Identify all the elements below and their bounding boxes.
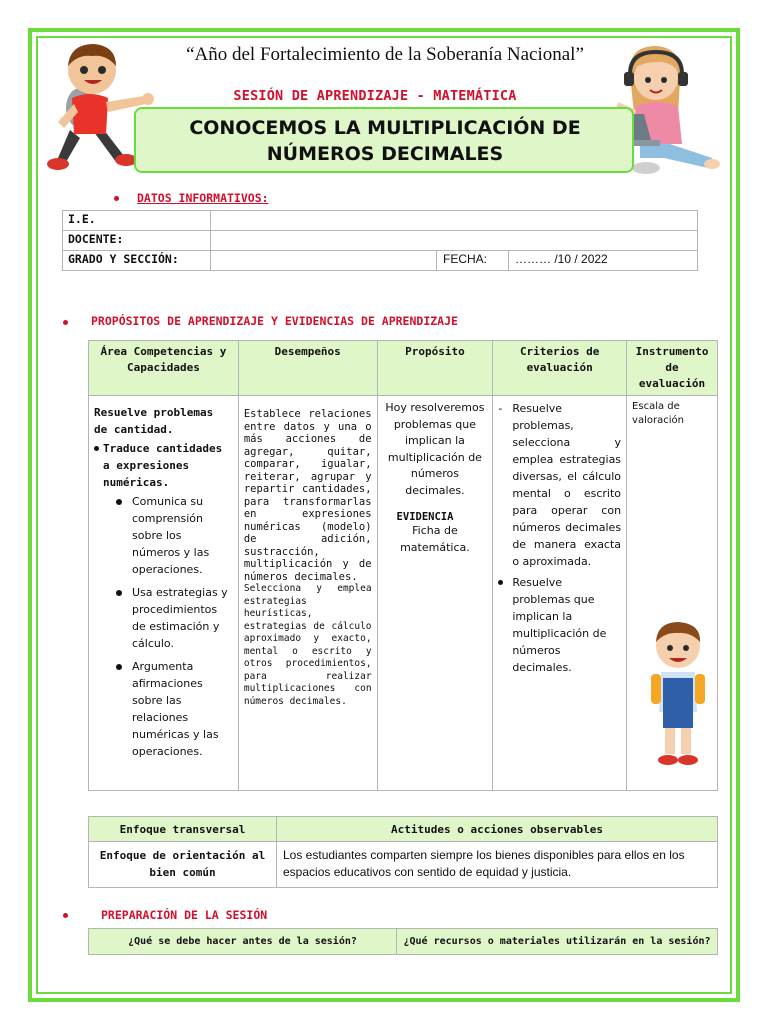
year-title: “Año del Fortalecimiento de la Soberanía Nacional” [186, 44, 584, 65]
proposito-cell [377, 396, 493, 791]
dash-icon: - [498, 402, 503, 415]
session-title-line2: NÚMEROS DECIMALES [266, 143, 504, 165]
evidencia-label: EVIDENCIA [396, 511, 454, 523]
grado-label: GRADO Y SECCIÓN: [63, 251, 211, 271]
bullet-icon [94, 446, 99, 451]
bullet-icon [63, 320, 68, 325]
capacidades-list [116, 493, 233, 760]
docente-label: DOCENTE: [63, 231, 211, 251]
competencia: Resuelve problemas de cantidad. [94, 406, 214, 436]
bullet-icon [116, 590, 122, 596]
desempeno-1: Establece relaciones entre datos y una o más acciones de agregar, quitar, comparar, igualar, reiterar, agrupar y repartir cantidades, para transformarlas en expresiones numéricas (modelo) de adición, sustracción, multiplicación y de números decimales. [243, 408, 372, 583]
bullet-icon [116, 664, 122, 670]
col-desempenos: Desempeños [238, 341, 377, 396]
preparacion-heading: PREPARACIÓN DE LA SESIÓN [101, 908, 268, 922]
bullet-icon [63, 913, 68, 918]
datos-table [62, 210, 698, 271]
col-antes: ¿Qué se debe hacer antes de la sesión? [89, 929, 397, 955]
area-cell [89, 396, 239, 791]
session-title [150, 115, 620, 167]
col-criterios: Criterios de evaluación [493, 341, 627, 396]
bullet-icon [114, 196, 119, 201]
criterios-cell [493, 396, 627, 791]
capacidad-item: Argumenta afirmaciones sobre las relaciones numéricas y las operaciones. [116, 658, 233, 760]
student-boy-illustration [647, 616, 709, 776]
col-recursos: ¿Qué recursos o materiales utilizarán en la sesión? [397, 929, 718, 955]
fecha-value: ……… /10 / 2022 [509, 251, 698, 271]
col-proposito: Propósito [377, 341, 493, 396]
criterio-item: Resuelve problemas que implican la multiplicación de números decimales. [498, 574, 621, 676]
instrumento-text: Escala de valoración [632, 401, 684, 426]
session-title-line1: CONOCEMOS LA MULTIPLICACIÓN DE [189, 117, 581, 139]
bullet-icon [498, 580, 503, 585]
propositos-heading: PROPÓSITOS DE APRENDIZAJE Y EVIDENCIAS DE APRENDIZAJE [91, 314, 458, 328]
propositos-table [88, 340, 718, 791]
datos-heading: DATOS INFORMATIVOS: [137, 191, 269, 205]
evidencia-value: Ficha de matemática. [400, 524, 470, 554]
desempenos-cell [238, 396, 377, 791]
instrumento-cell [627, 396, 718, 791]
bullet-icon [116, 499, 122, 505]
fecha-label: FECHA: [437, 251, 509, 271]
grado-value [211, 251, 437, 271]
enfoque-table [88, 816, 718, 888]
criterio-item: - Resuelve problemas, selecciona y emplea estrategias diversas, el cálculo mental o escrito para operar con números decimales de manera exacta o aproximada. [498, 402, 622, 568]
capacidad-main: Traduce cantidades a expresiones numéricas. [94, 440, 233, 491]
capacidad-item: Usa estrategias y procedimientos de estimación y cálculo. [116, 584, 233, 652]
docente-value [211, 231, 698, 251]
desempeno-2: Selecciona y emplea estrategias heurísticas, estrategias de cálculo aproximado y exacto, mental o escrito y otros procedimientos, para realizar multiplicaciones con números decimales. [243, 583, 372, 707]
proposito-text: Hoy resolveremos problemas que implican la multiplicación de números decimales. [385, 401, 485, 497]
enfoque-name: Enfoque de orientación al bien común [89, 842, 277, 888]
preparacion-table [88, 928, 718, 955]
ie-label: I.E. [63, 211, 211, 231]
capacidad-item: Comunica su comprensión sobre los números y las operaciones. [116, 493, 233, 578]
col-actitudes: Actitudes o acciones observables [277, 817, 718, 842]
col-instrumento: Instrumento de evaluación [627, 341, 718, 396]
actitud-text: Los estudiantes comparten siempre los bienes disponibles para ellos en los espacios educativos con sentido de equidad y justicia. [277, 842, 718, 888]
ie-value [211, 211, 698, 231]
col-enfoque: Enfoque transversal [89, 817, 277, 842]
session-label: SESIÓN DE APRENDIZAJE - MATEMÁTICA [233, 88, 517, 104]
col-area: Área Competencias y Capacidades [89, 341, 239, 396]
